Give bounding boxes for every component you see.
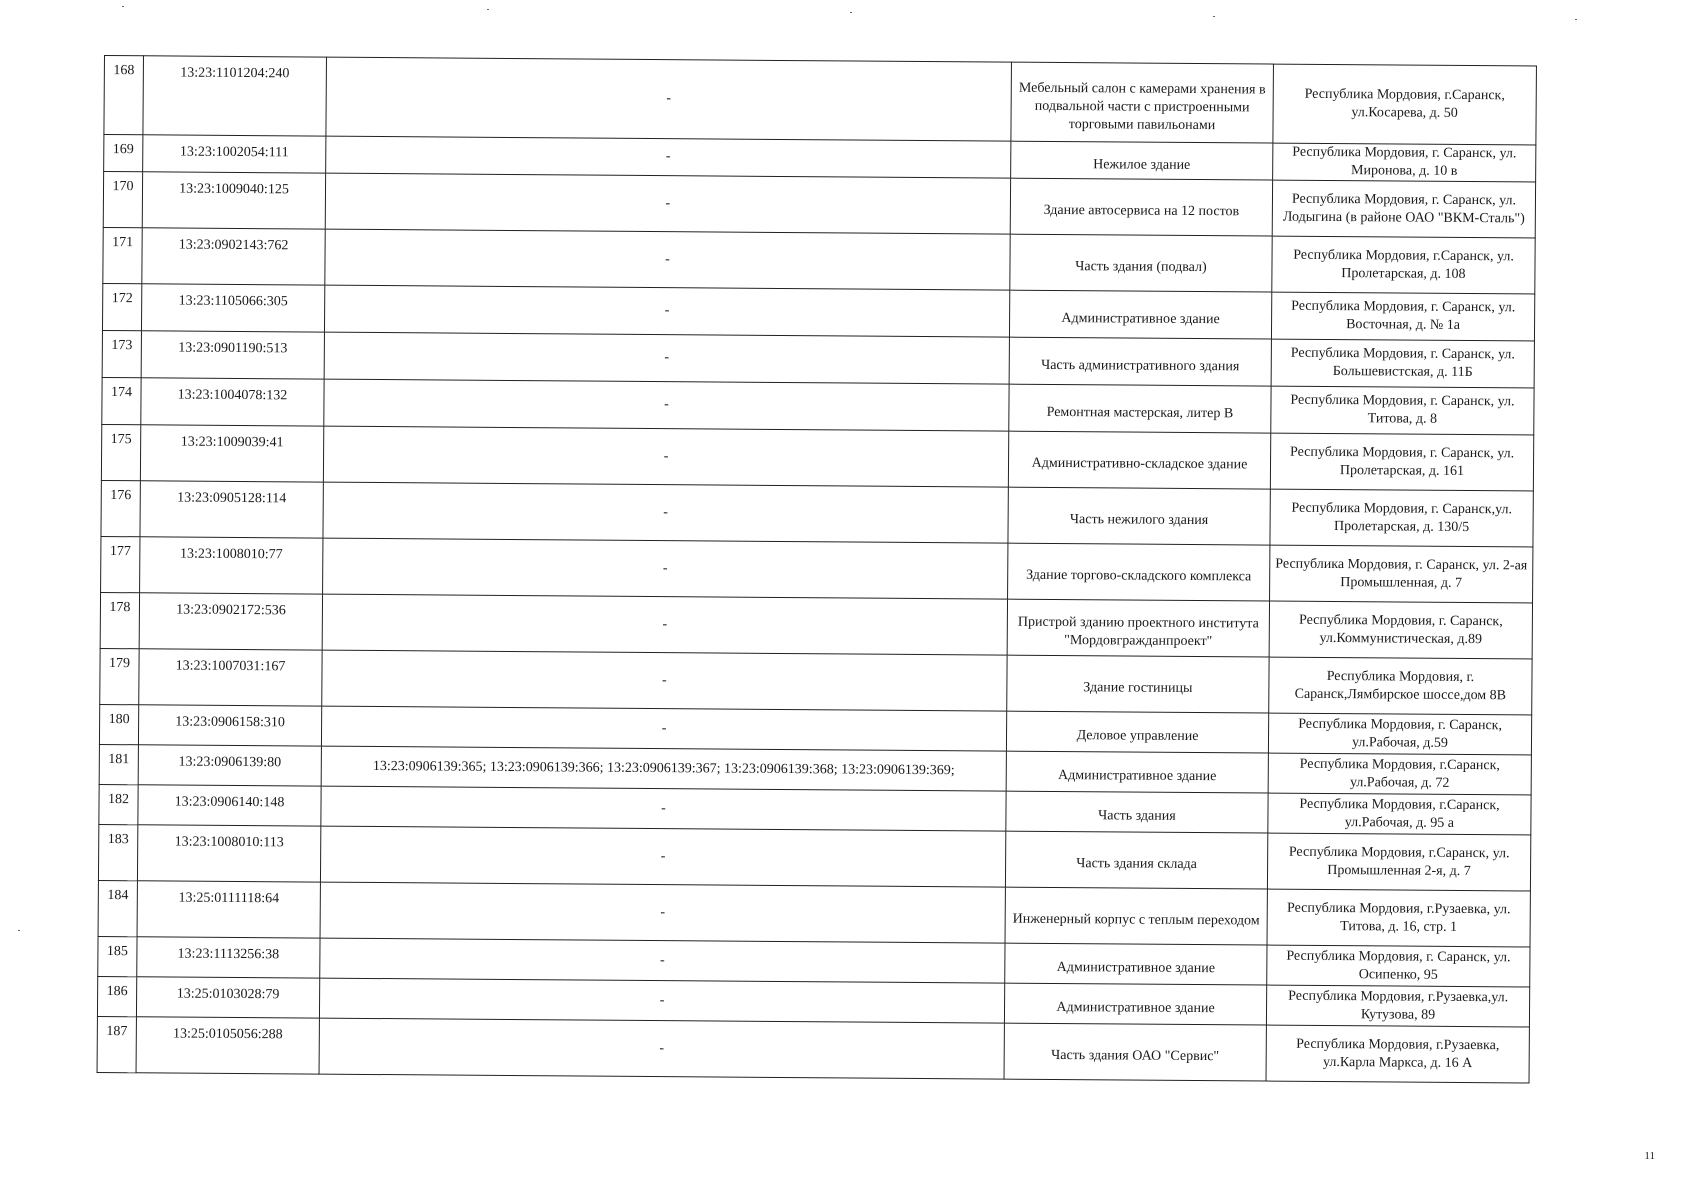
table-row — [103, 227, 1535, 293]
scan-speck — [1213, 16, 1215, 17]
cadastral-number: 13:23:1008010:113 — [137, 825, 320, 882]
cadastral-number: 13:23:1008010:77 — [140, 537, 323, 594]
object-address: Республика Мордовия, г. Саранск,Лямбирское шоссе,дом 8В — [1269, 657, 1532, 715]
object-name: Административное здание — [1006, 751, 1268, 793]
object-name: Административное здание — [1009, 290, 1271, 339]
object-address: Республика Мордовия, г.Саранск, ул. Промышленная 2-я, д. 7 — [1267, 833, 1530, 891]
cadastral-number: 13:23:1002054:111 — [143, 135, 326, 173]
object-address: Республика Мордовия, г. Саранск,ул. Пролетарская, д. 130/5 — [1270, 489, 1533, 547]
object-name: Здание автосервиса на 12 постов — [1010, 178, 1272, 236]
cadastral-number: 13:23:0905128:114 — [140, 481, 323, 538]
object-name: Административно-складское здание — [1008, 431, 1270, 489]
table-row — [98, 880, 1530, 946]
related-cadastral-numbers: - — [320, 938, 1005, 983]
object-address: Республика Мордовия, г.Саранск, ул.Рабочая, д. 72 — [1268, 753, 1531, 795]
object-address: Республика Мордовия, г. Саранск, ул. Лодыгина (в районе ОАО "ВКМ-Сталь") — [1272, 180, 1535, 238]
related-cadastral-numbers: - — [321, 786, 1006, 831]
related-cadastral-numbers: - — [324, 285, 1009, 337]
cadastral-number: 13:23:1004078:132 — [141, 378, 324, 426]
row-number: 186 — [97, 976, 136, 1016]
row-number: 184 — [98, 880, 137, 936]
object-address: Республика Мордовия, г. Саранск, ул. Миронова, д. 10 в — [1273, 143, 1536, 182]
row-number: 185 — [98, 936, 137, 976]
object-name: Пристрой зданию проектного института "Мордовгражданпроект" — [1007, 599, 1269, 657]
cadastral-number: 13:23:0906140:148 — [138, 785, 321, 826]
object-address: Республика Мордовия, г. Саранск, ул. Осипенко, 95 — [1267, 945, 1530, 987]
object-address: Республика Мордовия, г. Саранск, ул. Большевистская, д. 11Б — [1271, 339, 1534, 388]
cadastral-number: 13:23:0902143:762 — [142, 228, 325, 285]
cadastral-number: 13:23:1101204:240 — [143, 56, 327, 136]
object-address: Республика Мордовия, г. Саранск, ул. Пролетарская, д. 161 — [1270, 433, 1533, 491]
cadastral-number: 13:23:1007031:167 — [139, 649, 322, 706]
table-row — [101, 480, 1533, 546]
row-number: 179 — [100, 648, 139, 704]
table-row — [103, 172, 1535, 238]
row-number: 173 — [102, 330, 141, 377]
row-number: 180 — [99, 704, 138, 744]
row-number: 187 — [97, 1016, 136, 1072]
scan-speck — [1575, 19, 1577, 20]
table-row — [97, 1016, 1529, 1082]
object-address: Республика Мордовия, г. Саранск, ул. 2-ая Промышленная, д. 7 — [1270, 545, 1533, 603]
table-row — [101, 424, 1533, 490]
object-name: Здание торгово-складского комплекса — [1008, 543, 1270, 601]
object-name: Часть здания ОАО "Сервис" — [1004, 1023, 1266, 1081]
object-address: Республика Мордовия, г.Рузаевка,ул. Кутузова, 89 — [1266, 985, 1529, 1027]
object-name: Здание гостиницы — [1007, 655, 1269, 713]
object-address: Республика Мордовия, г. Саранск, ул. Восточная, д. № 1а — [1271, 292, 1534, 341]
object-address: Республика Мордовия, г.Рузаевка, ул.Карла Маркса, д. 16 А — [1266, 1025, 1529, 1083]
related-cadastral-numbers: - — [322, 650, 1007, 711]
object-name: Инженерный корпус с теплым переходом — [1005, 887, 1267, 945]
related-cadastral-numbers: - — [326, 136, 1011, 178]
related-cadastral-numbers: - — [320, 826, 1005, 887]
object-address: Республика Мордовия, г.Саранск, ул. Пролетарская, д. 108 — [1272, 236, 1535, 294]
object-name: Мебельный салон с камерами хранения в подвальной части с пристроенными торговыми павильонами — [1011, 62, 1274, 143]
scan-speck — [850, 12, 852, 13]
row-number: 175 — [101, 424, 140, 480]
object-name: Часть здания (подвал) — [1010, 234, 1272, 292]
row-number: 174 — [102, 377, 141, 424]
object-address: Республика Мордовия, г.Саранск, ул.Рабочая, д. 95 а — [1268, 793, 1531, 835]
related-cadastral-numbers: - — [323, 482, 1008, 543]
registry-table — [97, 55, 1537, 1083]
cadastral-number: 13:23:1105066:305 — [141, 284, 324, 332]
object-address: Республика Мордовия, г.Саранск, ул.Косарева, д. 50 — [1273, 64, 1537, 145]
cadastral-number: 13:25:0111118:64 — [137, 881, 320, 938]
row-number: 176 — [101, 480, 140, 536]
object-name: Часть административного здания — [1009, 337, 1271, 386]
object-address: Республика Мордовия, г. Саранск, ул.Рабочая, д.59 — [1268, 713, 1531, 755]
related-cadastral-numbers: - — [326, 57, 1012, 141]
related-cadastral-numbers: - — [324, 379, 1009, 431]
table-row — [104, 56, 1537, 145]
related-cadastral-numbers: - — [323, 538, 1008, 599]
table-row — [100, 648, 1532, 714]
related-cadastral-numbers: - — [325, 229, 1010, 290]
row-number: 169 — [104, 135, 143, 172]
object-name: Деловое управление — [1006, 711, 1268, 753]
cadastral-number: 13:25:0103028:79 — [136, 977, 319, 1018]
row-number: 183 — [98, 824, 137, 880]
related-cadastral-numbers: - — [322, 594, 1007, 655]
row-number: 178 — [100, 592, 139, 648]
row-number: 177 — [101, 536, 140, 592]
related-cadastral-numbers: - — [325, 173, 1010, 234]
row-number: 168 — [104, 56, 144, 135]
object-name: Ремонтная мастерская, литер В — [1009, 384, 1271, 433]
row-number: 171 — [103, 227, 142, 283]
related-cadastral-numbers: - — [323, 426, 1008, 487]
object-address: Республика Мордовия, г. Саранск, ул.Коммунистическая, д.89 — [1269, 601, 1532, 659]
related-cadastral-numbers: 13:23:0906139:365; 13:23:0906139:366; 13:23:0906139:367; 13:23:0906139:368; 13:23:0906139:369; — [321, 746, 1006, 791]
table-row — [100, 592, 1532, 658]
object-name: Часть здания склада — [1005, 831, 1267, 889]
cadastral-number: 13:25:0105056:288 — [136, 1017, 319, 1074]
related-cadastral-numbers: - — [319, 1018, 1004, 1079]
object-name: Нежилое здание — [1011, 141, 1273, 180]
cadastral-number: 13:23:1009039:41 — [140, 425, 323, 482]
row-number: 181 — [99, 744, 138, 784]
row-number: 170 — [103, 172, 142, 228]
object-name: Административное здание — [1005, 943, 1267, 985]
object-address: Республика Мордовия, г.Рузаевка, ул. Титова, д. 16, стр. 1 — [1267, 889, 1530, 947]
related-cadastral-numbers: - — [321, 706, 1006, 751]
related-cadastral-numbers: - — [320, 882, 1005, 943]
object-name: Административное здание — [1004, 983, 1266, 1025]
row-number: 172 — [102, 283, 141, 330]
object-name: Часть здания — [1006, 791, 1268, 833]
cadastral-number: 13:23:1113256:38 — [137, 937, 320, 978]
row-number: 182 — [99, 784, 138, 824]
table-row — [98, 824, 1530, 890]
scan-speck — [122, 6, 124, 7]
scan-speck — [18, 930, 20, 931]
cadastral-number: 13:23:0902172:536 — [139, 593, 322, 650]
page-number: 11 — [1644, 1150, 1655, 1162]
cadastral-number: 13:23:0901190:513 — [141, 331, 324, 379]
cadastral-number: 13:23:1009040:125 — [142, 172, 325, 229]
related-cadastral-numbers: - — [324, 332, 1009, 384]
scan-speck — [487, 9, 489, 10]
table-row — [101, 536, 1533, 602]
cadastral-number: 13:23:0906158:310 — [138, 705, 321, 746]
object-name: Часть нежилого здания — [1008, 487, 1270, 545]
related-cadastral-numbers: - — [319, 978, 1004, 1023]
object-address: Республика Мордовия, г. Саранск, ул. Титова, д. 8 — [1271, 386, 1534, 435]
cadastral-number: 13:23:0906139:80 — [138, 745, 321, 786]
